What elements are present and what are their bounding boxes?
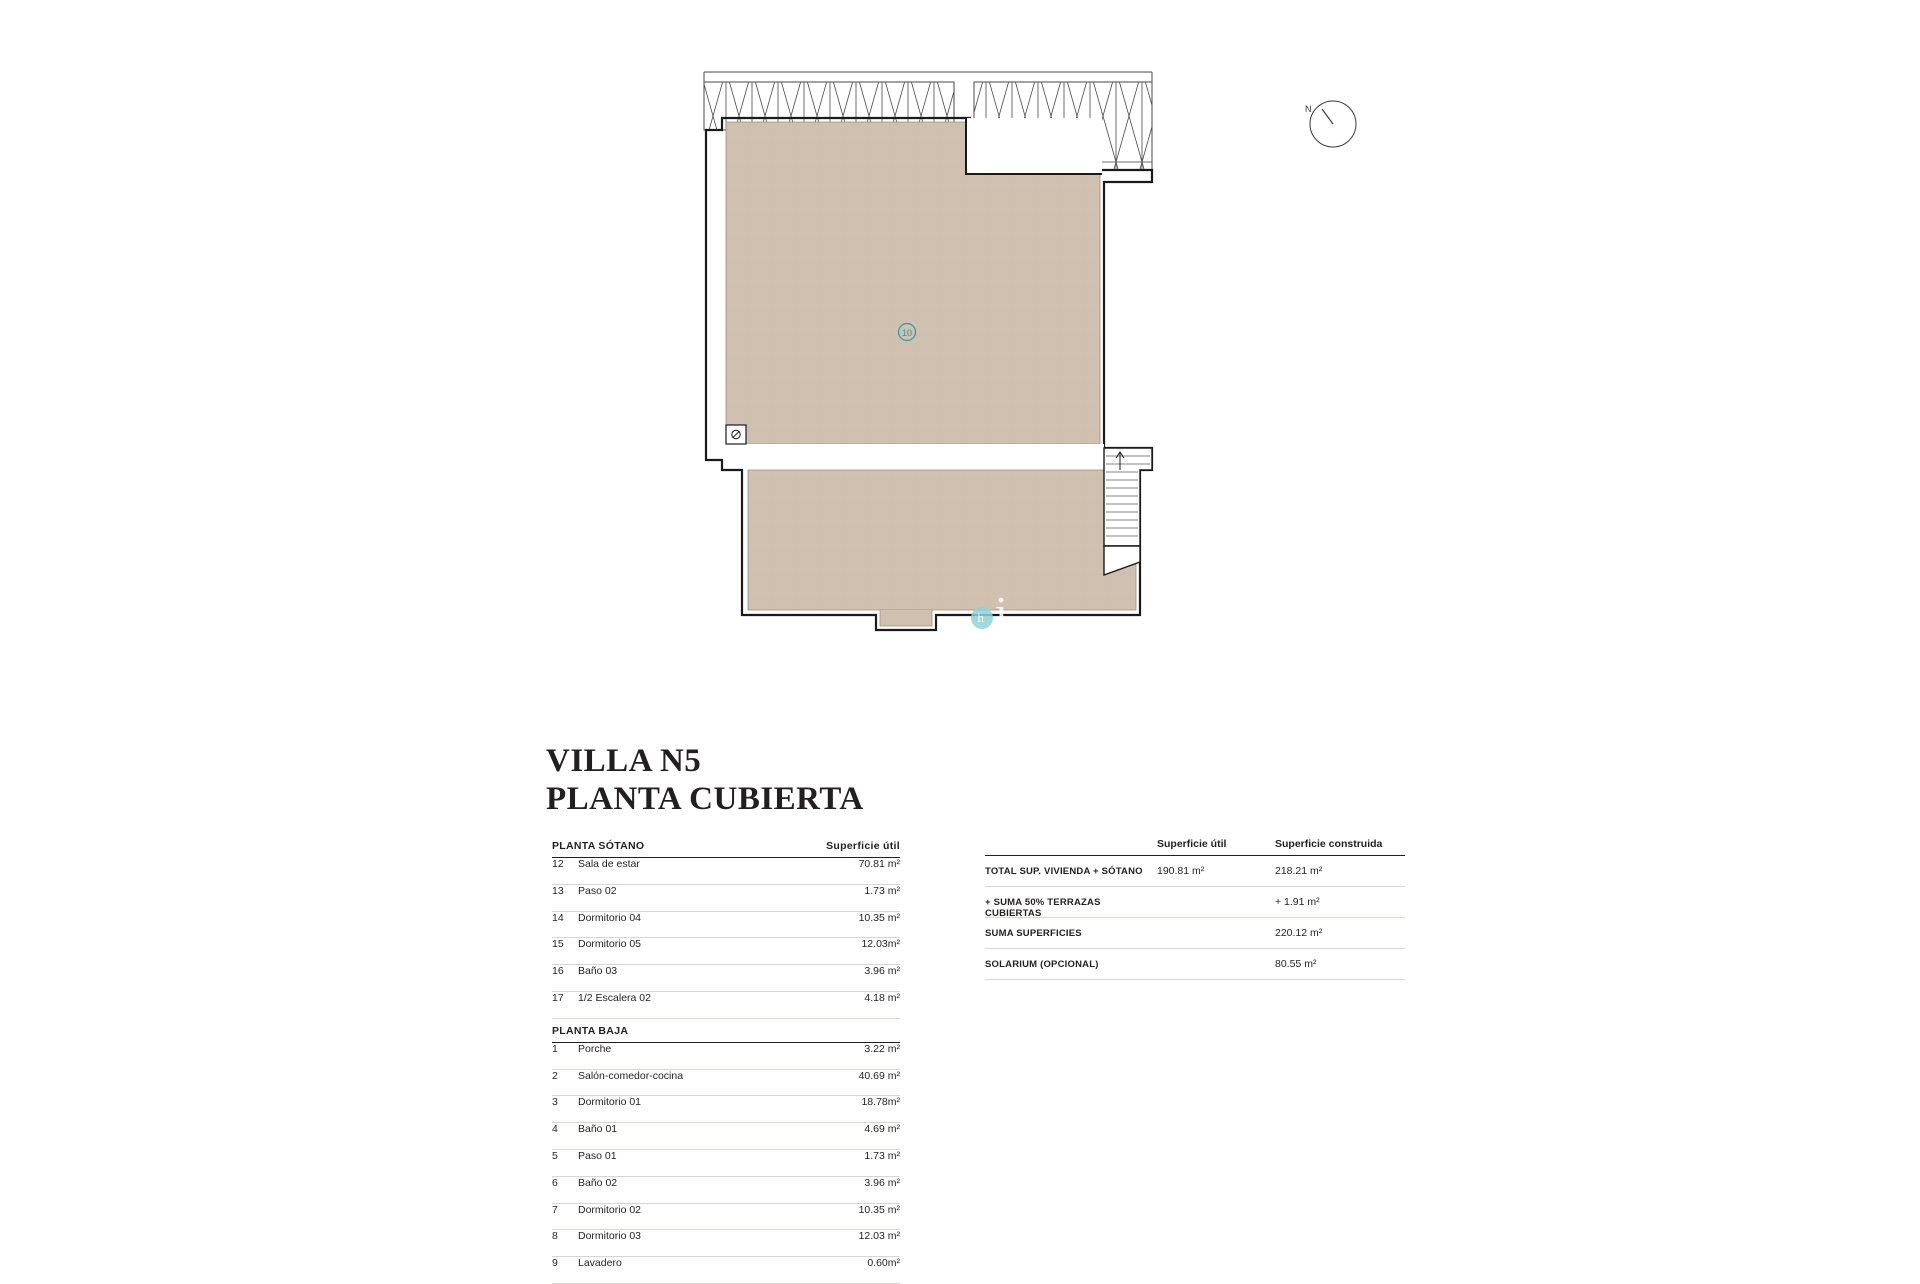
row-area: 40.69 m² bbox=[858, 1069, 900, 1082]
totals-col-header-built: Superficie construida bbox=[1275, 838, 1383, 850]
totals-row-built: + 1.91 m² bbox=[1275, 896, 1320, 908]
row-number: 15 bbox=[552, 938, 564, 951]
table-row bbox=[552, 938, 900, 965]
table-row bbox=[552, 992, 900, 1019]
row-name: Baño 01 bbox=[578, 1123, 618, 1136]
room-marker-label: 10 bbox=[901, 328, 913, 338]
row-number: 16 bbox=[552, 965, 564, 978]
table-row bbox=[552, 912, 900, 939]
row-number: 17 bbox=[552, 991, 564, 1004]
row-name: Paso 02 bbox=[578, 884, 617, 897]
row-number: 9 bbox=[552, 1257, 558, 1270]
row-name: Dormitorio 03 bbox=[578, 1230, 642, 1243]
totals-col-header-useful: Superficie útil bbox=[1157, 838, 1227, 850]
row-area: 1.73 m² bbox=[864, 1149, 900, 1162]
row-number: 2 bbox=[552, 1069, 558, 1082]
row-area: 0.60m² bbox=[867, 1257, 900, 1270]
row-name: Baño 02 bbox=[578, 1176, 618, 1189]
row-number: 14 bbox=[552, 911, 564, 924]
compass-rose bbox=[1295, 90, 1365, 160]
table-row bbox=[552, 965, 900, 992]
staircase bbox=[1104, 448, 1152, 575]
row-name: Dormitorio 02 bbox=[578, 1203, 642, 1216]
row-area: 12.03 m² bbox=[858, 1230, 900, 1243]
row-number: 5 bbox=[552, 1149, 558, 1162]
row-area: 4.69 m² bbox=[864, 1123, 900, 1136]
section-title-sotano: PLANTA SÓTANO bbox=[552, 840, 645, 852]
totals-row-label: + SUMA 50% TERRAZAS CUBIERTAS bbox=[985, 897, 1101, 919]
row-name: Sala de estar bbox=[578, 858, 640, 870]
row-name: Dormitorio 01 bbox=[578, 1096, 642, 1109]
totals-row bbox=[985, 856, 1405, 887]
totals-row-label: TOTAL SUP. VIVIENDA + SÓTANO bbox=[985, 866, 1143, 877]
row-area: 3.96 m² bbox=[864, 965, 900, 978]
floor-plan-drawing bbox=[700, 70, 1300, 770]
totals-row bbox=[985, 918, 1405, 949]
table-row bbox=[552, 1230, 900, 1257]
row-name: Dormitorio 04 bbox=[578, 911, 642, 924]
row-area: 1.73 m² bbox=[864, 884, 900, 897]
row-name: Salón-comedor-cocina bbox=[578, 1069, 684, 1082]
row-number: 13 bbox=[552, 884, 564, 897]
row-area: 10.35 m² bbox=[858, 911, 900, 924]
row-area: 70.81 m² bbox=[858, 858, 900, 870]
table-row bbox=[552, 1150, 900, 1177]
table-row bbox=[552, 1043, 900, 1070]
row-name: Lavadero bbox=[578, 1257, 622, 1270]
table-row bbox=[552, 858, 900, 885]
page-title-line2: PLANTA CUBIERTA bbox=[546, 781, 864, 817]
row-number: 7 bbox=[552, 1203, 558, 1216]
totals-row-label: SUMA SUPERFICIES bbox=[985, 928, 1082, 939]
row-number: 8 bbox=[552, 1230, 558, 1243]
totals-row-label: SOLARIUM (OPCIONAL) bbox=[985, 959, 1099, 970]
row-name: Dormitorio 05 bbox=[578, 938, 642, 951]
page-title-line1: VILLA N5 bbox=[546, 743, 702, 779]
compass-north-label: N bbox=[1305, 104, 1312, 114]
watermark-circle: h bbox=[971, 607, 993, 629]
totals-table-header bbox=[985, 838, 1405, 856]
watermark-subtitle: REAL ESTATE bbox=[950, 664, 1030, 671]
row-area: 18.78m² bbox=[861, 1096, 900, 1109]
table-row bbox=[552, 1096, 900, 1123]
row-number: 3 bbox=[552, 1096, 558, 1109]
section-col-header-useful: Superficie útil bbox=[826, 840, 900, 852]
table-row bbox=[552, 1070, 900, 1097]
totals-row-built: 218.21 m² bbox=[1275, 865, 1323, 877]
row-number: 6 bbox=[552, 1176, 558, 1189]
totals-row bbox=[985, 887, 1405, 918]
row-area: 3.96 m² bbox=[864, 1176, 900, 1189]
row-name: Paso 01 bbox=[578, 1149, 617, 1162]
table-row bbox=[552, 1204, 900, 1231]
drain-icon bbox=[726, 425, 746, 444]
section-header-sotano bbox=[552, 840, 900, 858]
row-number: 12 bbox=[552, 858, 564, 870]
totals-row-built: 80.55 m² bbox=[1275, 958, 1317, 970]
row-area: 4.18 m² bbox=[864, 991, 900, 1004]
totals-row-useful: 190.81 m² bbox=[1157, 865, 1205, 877]
row-name: 1/2 Escalera 02 bbox=[578, 991, 651, 1004]
row-name: Baño 03 bbox=[578, 965, 618, 978]
row-area: 3.22 m² bbox=[864, 1042, 900, 1055]
watermark-letters: j bbox=[994, 587, 1010, 638]
totals-table bbox=[985, 838, 1405, 980]
table-row bbox=[552, 885, 900, 912]
watermark-name: JJ PROPERTIES bbox=[913, 646, 1067, 661]
plan-svg bbox=[700, 70, 1300, 770]
totals-row bbox=[985, 949, 1405, 980]
page-title bbox=[546, 742, 864, 818]
row-number: 1 bbox=[552, 1042, 558, 1055]
row-area: 12.03m² bbox=[861, 938, 900, 951]
section-header-baja: PLANTA BAJA bbox=[552, 1019, 900, 1043]
row-number: 4 bbox=[552, 1123, 558, 1136]
areas-table bbox=[552, 840, 900, 1284]
table-row bbox=[552, 1177, 900, 1204]
totals-row-built: 220.12 m² bbox=[1275, 927, 1323, 939]
row-area: 10.35 m² bbox=[858, 1203, 900, 1216]
table-row bbox=[552, 1123, 900, 1150]
row-name: Porche bbox=[578, 1042, 612, 1055]
